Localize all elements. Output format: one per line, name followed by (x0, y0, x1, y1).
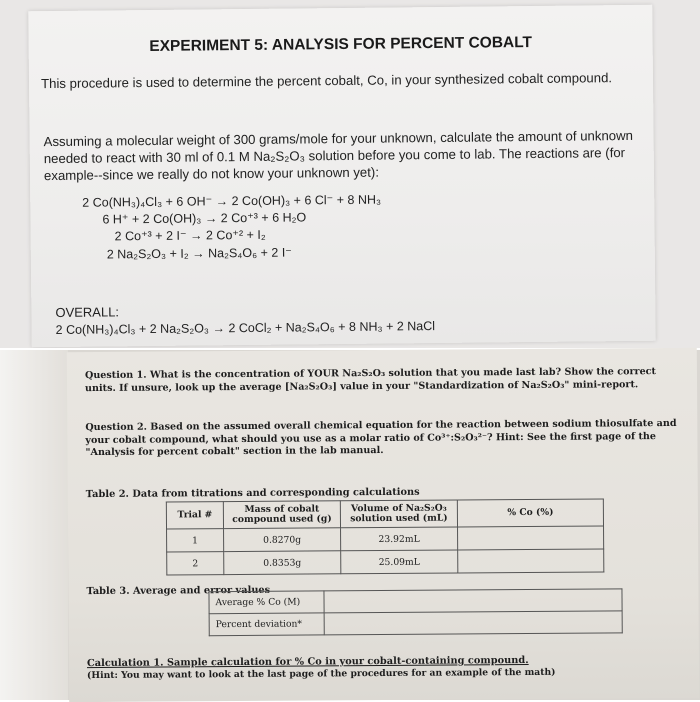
header-volume: Volume of Na₂S₂O₃ solution used (mL) (340, 500, 457, 528)
volume-cell: 25.09mL (341, 550, 458, 574)
worksheet-page (67, 348, 699, 702)
percent-co-cell[interactable] (458, 549, 604, 573)
header-trial: Trial # (166, 502, 223, 529)
procedure-page (28, 5, 655, 348)
table-row (167, 526, 604, 552)
deviation-label: Percent deviation* (209, 613, 324, 636)
table-row (209, 611, 622, 636)
table-2-caption: Table 2. Data from titrations and corresponding calculations (85, 486, 420, 501)
reaction-2: 6 H⁺ + 2 Co(OH)₃ → 2 Co⁺³ + 6 H₂O (102, 210, 307, 227)
background-surface (0, 350, 68, 700)
deviation-value[interactable] (324, 611, 622, 635)
reaction-4: 2 Na₂S₂O₃ + I₂ → Na₂S₄O₆ + 2 I⁻ (106, 245, 292, 262)
overall-label: OVERALL: (55, 304, 120, 321)
header-percent-co: % Co (%) (457, 499, 603, 527)
question-2: Question 2. Based on the assumed overall chemical equation for the reaction between sodium thiosulfate and your cobalt compound, what should you use as a molar ratio of Co³⁺:S₂O₃²⁻? Hint: See the first page of the "Analysis for percent cobalt" section in the lab manual. (85, 417, 677, 459)
table-3-caption: Table 3. Average and error values (86, 584, 271, 598)
percent-co-cell[interactable] (458, 526, 604, 550)
instructions-paragraph: Assuming a molecular weight of 300 grams/mole for your unknown, calculate the amount of unknown needed to react with 30 ml of 0.1 M Na₂S₂O₃ solution before you come to lab. The reactions are (for example--since we really do not know your unknown yet): (43, 127, 634, 184)
table-header-row (166, 499, 603, 529)
header-mass: Mass of cobalt compound used (g) (223, 501, 340, 529)
table-row (209, 589, 622, 614)
table-row (167, 549, 604, 575)
calculation-1-title: Calculation 1. Sample calculation for % Co in your cobalt-containing compound. (86, 654, 529, 670)
calculation-1-hint: (Hint: You may want to look at the last page of the procedures for an example of the math) (87, 666, 556, 682)
page-title: EXPERIMENT 5: ANALYSIS FOR PERCENT COBALT (149, 34, 533, 56)
intro-paragraph: This procedure is used to determine the percent cobalt, Co, in your synthesized cobalt compound. (40, 70, 613, 92)
overall-equation: 2 Co(NH₃)₄Cl₃ + 2 Na₂S₂O₃ → 2 CoCl₂ + Na₂S₄O₆ + 8 NH₃ + 2 NaCl (55, 319, 436, 338)
mass-cell: 0.8270g (224, 528, 341, 552)
volume-cell: 23.92mL (341, 527, 458, 551)
question-1: Question 1. What is the concentration of YOUR Na₂S₂O₃ solution that you made last lab? Show the correct units. If unsure, look up the average [Na₂S₂O₃] value in your "Standardization of Na₂S₂O₃" mini-report. (84, 366, 656, 394)
titration-table (166, 498, 605, 575)
average-value[interactable] (324, 589, 622, 613)
average-label: Average % Co (M) (209, 591, 324, 614)
trial-cell: 1 (167, 529, 224, 552)
reaction-3: 2 Co⁺³ + 2 I⁻ → 2 Co⁺² + I₂ (114, 227, 266, 244)
reaction-1: 2 Co(NH₃)₄Cl₃ + 6 OH⁻ → 2 Co(OH)₃ + 6 Cl⁻ + 8 NH₃ (82, 192, 382, 210)
trial-cell: 2 (167, 552, 224, 575)
average-error-table (208, 588, 622, 636)
top-photo (0, 0, 700, 348)
mass-cell: 0.8353g (224, 551, 341, 575)
